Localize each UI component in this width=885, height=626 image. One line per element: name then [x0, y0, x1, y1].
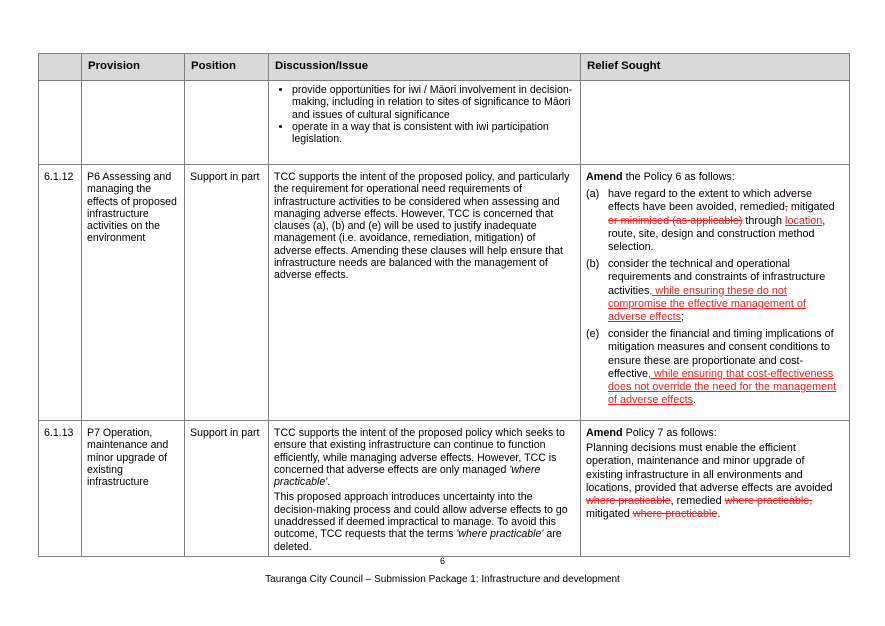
- table-row: [39, 421, 850, 557]
- cell-discussion: [269, 81, 581, 165]
- bullet-item: • operate in a way that is consistent with iwi participation legislation.: [292, 121, 575, 146]
- discussion-para: This proposed approach introduces uncertainty into the decision-making process and could allow adverse effects to go unaddressed if deemed impractical to manage. To avoid this outcome, TCC requests that the terms 'where practicable' are deleted.: [274, 491, 568, 553]
- inserted-text: location: [785, 214, 823, 227]
- header-position: Position: [185, 54, 269, 81]
- deleted-text: or minimised (as applicable): [608, 214, 743, 227]
- deleted-text: ,: [784, 201, 788, 214]
- submission-table: [38, 53, 850, 557]
- header-discussion: Discussion/Issue: [269, 54, 581, 81]
- clause-b: (b) consider the technical and operational requirements and constraints of infrastructure activities, while ensuring these do not compromise the effective management of adverse effects;: [586, 258, 826, 324]
- cell-relief: [581, 165, 850, 421]
- bullet-list: [274, 84, 575, 145]
- cell-provision: [82, 81, 185, 165]
- header-provision: Provision: [82, 54, 185, 81]
- deleted-text: where practicable,: [724, 495, 813, 508]
- cell-discussion: [269, 421, 581, 557]
- clause-e: (e) consider the financial and timing implications of mitigation measures and consent conditions to ensure these are proportionate and cost-effective, while ensuring that cost-effectiveness does not override the need for the management of adverse effects.: [586, 328, 837, 407]
- cell-discussion: TCC supports the intent of the proposed policy, and particularly the requirement for operational need requirements of infrastructure activities to be considered when assessing and managing adverse effects. However, TCC is concerned that clauses (a), (b) and (e) will be used to justify inadequate management (i.e. avoidance, remediation, mitigation) of adverse effects. Amending these clauses will help ensure that infrastructure needs are balanced with the management of adverse effects.: [269, 165, 581, 421]
- bullet-item: • provide opportunities for iwi / Māori involvement in decision-making, including in relation to sites of significance to Māori and issues of cultural significance: [292, 84, 575, 121]
- cell-number: [39, 81, 82, 165]
- cell-number: 6.1.12: [39, 165, 82, 421]
- cell-number: 6.1.13: [39, 421, 82, 557]
- table-row: [39, 165, 850, 421]
- clause-a: (a) have regard to the extent to which adverse effects have been avoided, remedied, mitigated or minimised (as applicable) through location, route, site, design and construction method selection.: [586, 188, 835, 254]
- cell-relief: [581, 81, 850, 165]
- cell-position: Support in part: [185, 165, 269, 421]
- cell-position: Support in part: [185, 421, 269, 557]
- deleted-text: where practicable: [632, 508, 718, 521]
- deleted-text: where practicable: [586, 495, 671, 508]
- cell-provision: P6 Assessing and managing the effects of proposed infrastructure activities on the environment: [82, 165, 185, 421]
- cell-relief: [581, 421, 850, 557]
- relief-body: Planning decisions must enable the efficient operation, maintenance and minor upgrade of existing infrastructure in all environments and locations, provided that adverse effects are avoided where practicable, remedied where practicable, mitigated where practicable.: [586, 442, 833, 521]
- table-header-row: [39, 54, 850, 81]
- cell-position: [185, 81, 269, 165]
- header-number: [39, 54, 82, 81]
- page-number: 6: [439, 556, 445, 566]
- inserted-text: , while ensuring these do not compromise the effective management of adverse effects: [608, 284, 806, 324]
- inserted-text: , while ensuring that cost-effectiveness does not override the need for the management of adverse effects: [608, 367, 837, 407]
- table-row: [39, 81, 850, 165]
- discussion-para: TCC supports the intent of the proposed policy which seeks to ensure that existing infrastructure can continue to function efficiently, while managing adverse effects. However, TCC is concerned that adverse effects are only managed 'where practicable'.: [274, 427, 565, 489]
- header-relief: Relief Sought: [581, 54, 850, 81]
- relief-intro: Amend Policy 7 as follows:: [586, 427, 717, 439]
- footer-text: Tauranga City Council – Submission Package 1: Infrastructure and development: [265, 574, 620, 585]
- cell-provision: P7 Operation, maintenance and minor upgrade of existing infrastructure: [82, 421, 185, 557]
- relief-intro: Amend the Policy 6 as follows:: [586, 171, 735, 183]
